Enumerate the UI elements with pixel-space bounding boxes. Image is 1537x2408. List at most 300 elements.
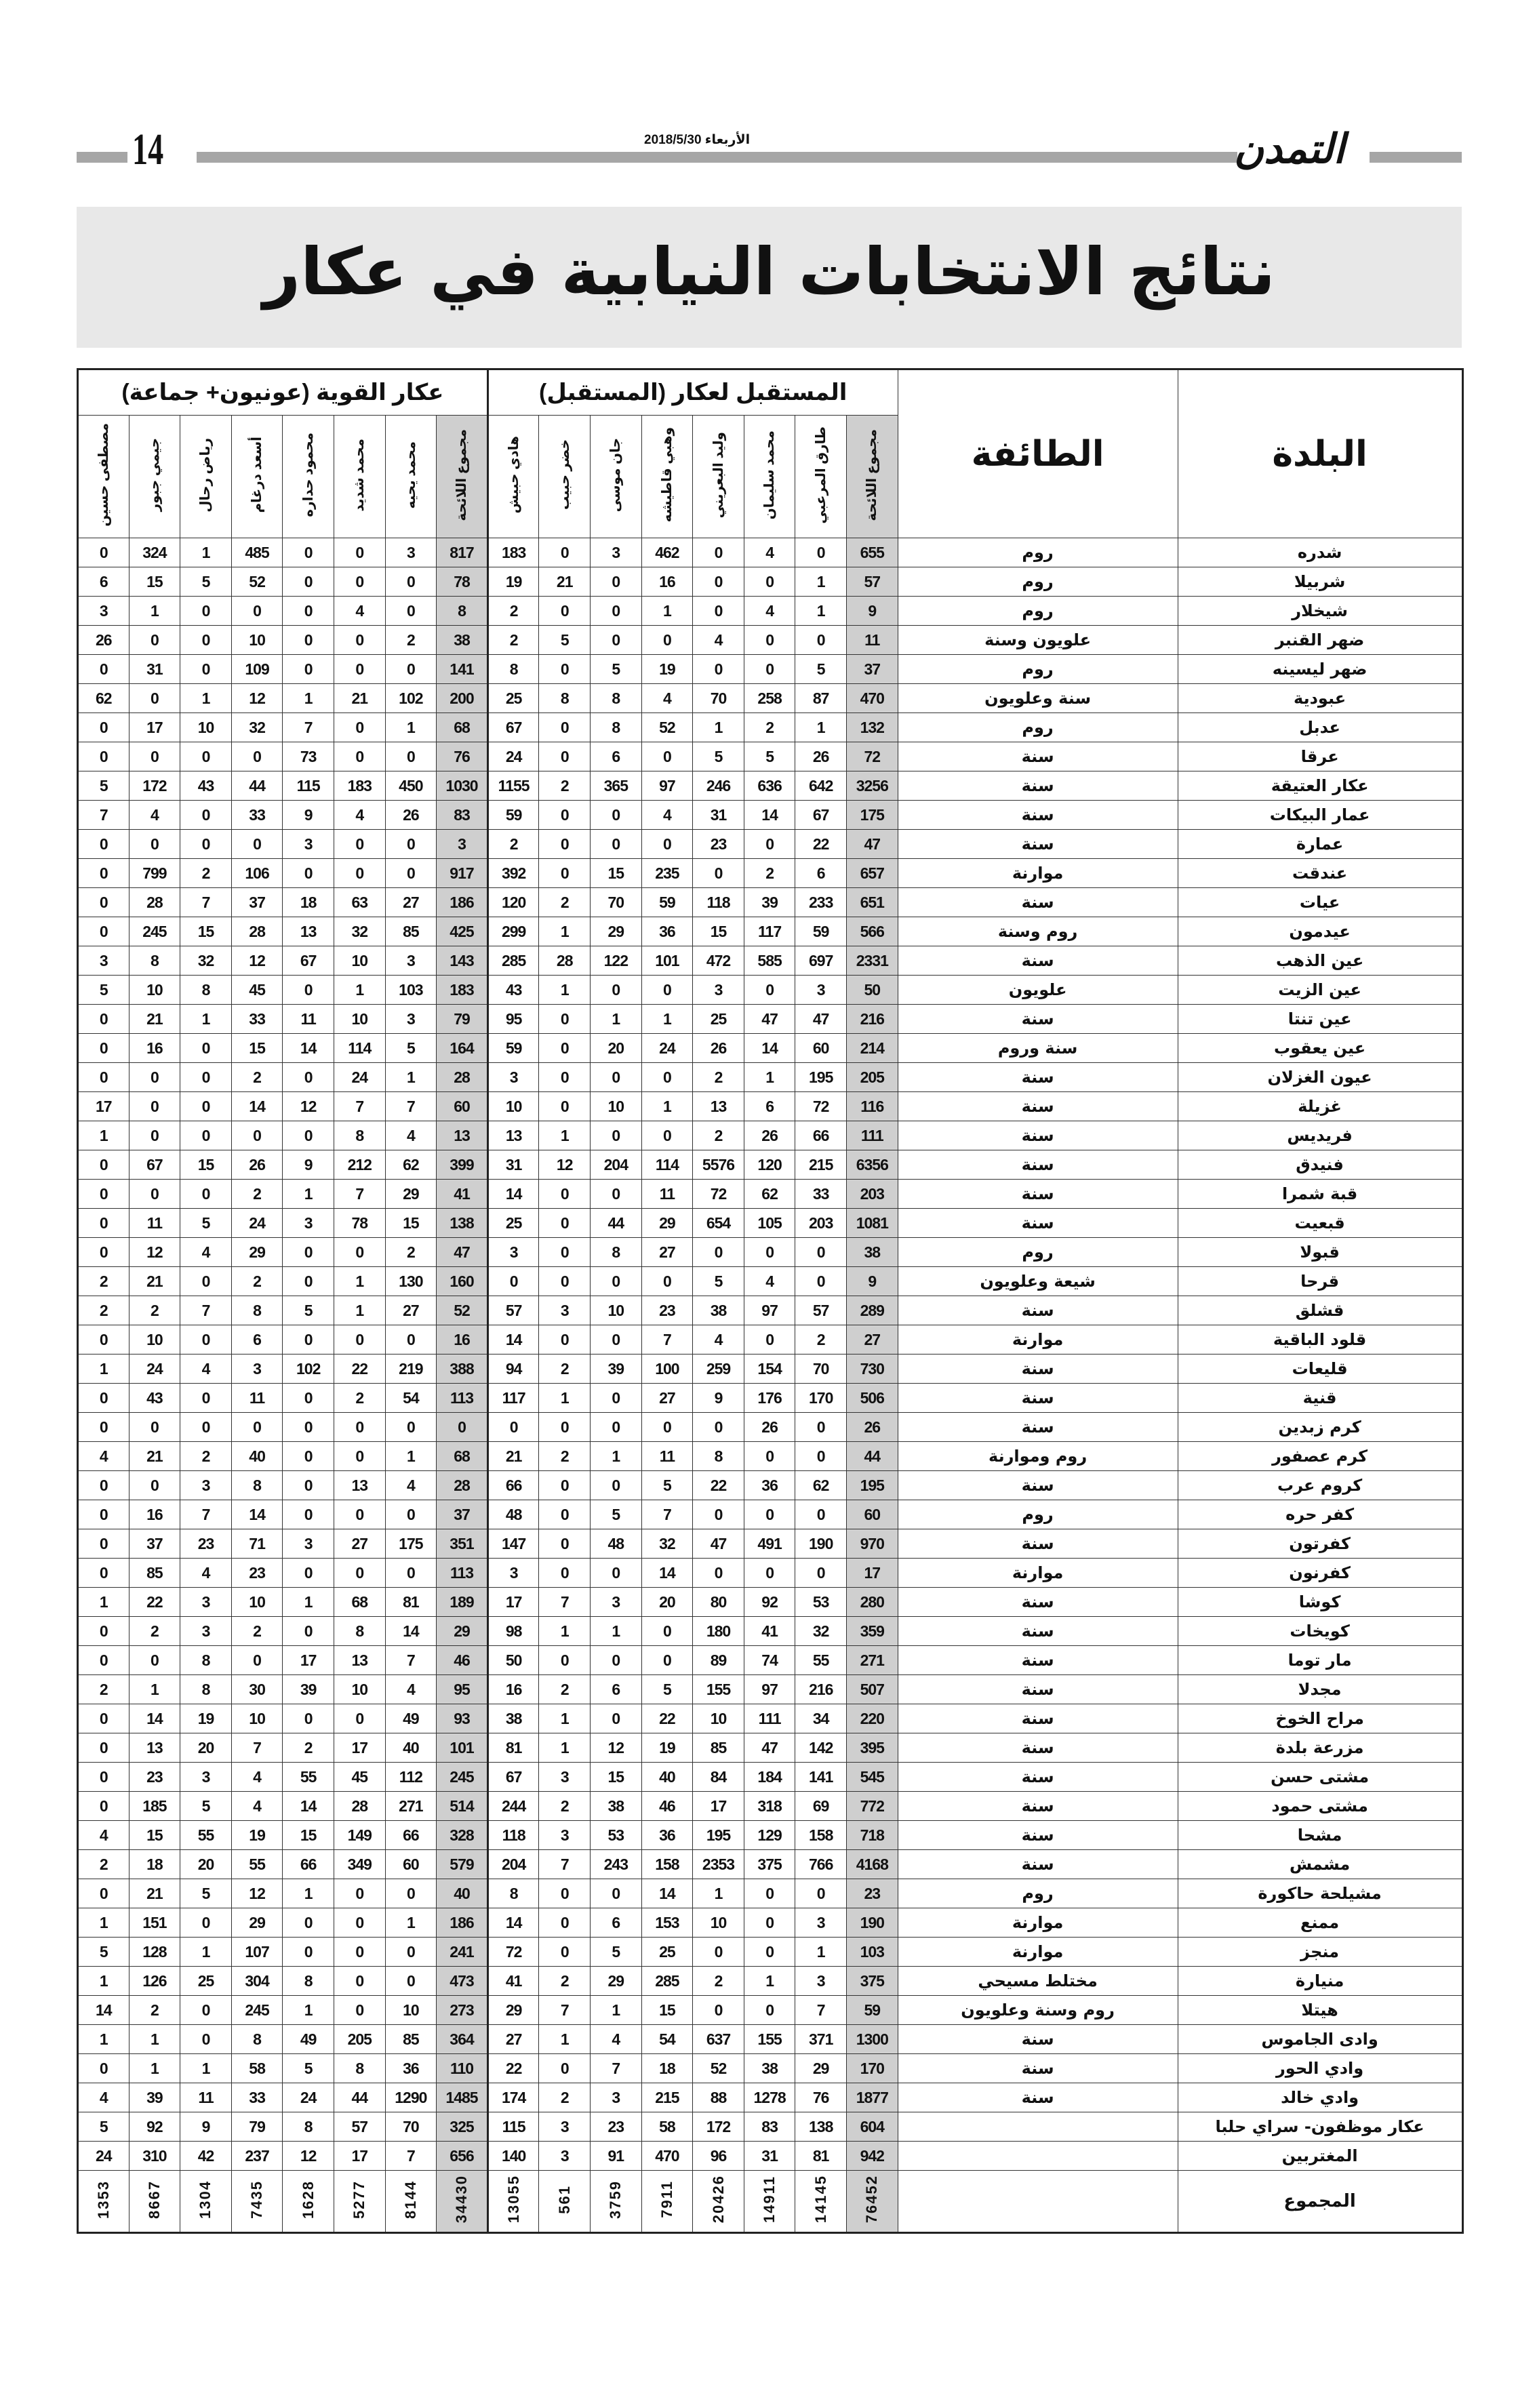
sect-cell: سنة: [898, 1471, 1178, 1500]
qawiya-vote-cell: 245: [129, 917, 180, 946]
headline-banner: [77, 207, 1462, 348]
mustaqbal-vote-cell: 41: [487, 1967, 539, 1996]
mustaqbal-vote-cell: 0: [539, 1500, 591, 1529]
mustaqbal-candidate-header: [487, 416, 539, 538]
qawiya-list-total-cell: 425: [437, 917, 488, 946]
total-value: 1353: [94, 2180, 112, 2219]
qawiya-list-total-cell: 46: [437, 1646, 488, 1675]
mustaqbal-vote-cell: 0: [591, 1325, 642, 1354]
mustaqbal-vote-cell: 2: [539, 1675, 591, 1704]
qawiya-list-total-cell: 3: [437, 830, 488, 859]
qawiya-vote-cell: 5: [78, 976, 129, 1005]
candidate-name: وليد البعريني: [711, 431, 726, 519]
qawiya-vote-cell: 1: [129, 597, 180, 626]
total-value: 8144: [401, 2180, 419, 2219]
mustaqbal-vote-cell: 31: [487, 1150, 539, 1180]
qawiya-vote-cell: 0: [334, 830, 385, 859]
issue-date: الأربعاء 2018/5/30: [644, 133, 751, 147]
mustaqbal-vote-cell: 3: [591, 538, 642, 567]
mustaqbal-vote-cell: 0: [795, 1559, 847, 1588]
qawiya-vote-cell: 1: [180, 2054, 232, 2083]
qawiya-list-total-cell: 41: [437, 1180, 488, 1209]
table-row: [78, 1034, 1463, 1063]
mustaqbal-vote-cell: 3: [795, 976, 847, 1005]
mustaqbal-vote-cell: 19: [641, 1733, 693, 1763]
masthead-rule-right: [1370, 152, 1462, 163]
masthead: [0, 0, 1537, 203]
mustaqbal-vote-cell: 285: [487, 946, 539, 976]
mustaqbal-list-total-cell: 289: [846, 1296, 898, 1325]
mustaqbal-list-total-cell: 116: [846, 1092, 898, 1121]
table-row: [78, 2025, 1463, 2054]
mustaqbal-vote-cell: 14: [641, 1879, 693, 1908]
mustaqbal-candidate-header: [591, 416, 642, 538]
sect-cell: موارنة: [898, 859, 1178, 888]
mustaqbal-vote-cell: 48: [591, 1529, 642, 1559]
mustaqbal-vote-cell: 375: [744, 1850, 795, 1879]
table-row: [78, 771, 1463, 801]
qawiya-vote-cell: 0: [78, 1034, 129, 1063]
qawiya-list-total-cell: 37: [437, 1500, 488, 1529]
mustaqbal-vote-cell: 0: [744, 1500, 795, 1529]
qawiya-vote-cell: 22: [334, 1354, 385, 1384]
mustaqbal-vote-cell: 0: [487, 1267, 539, 1296]
mustaqbal-list-total-cell: 730: [846, 1354, 898, 1384]
sect-cell: سنة: [898, 2054, 1178, 2083]
qawiya-vote-cell: 32: [180, 946, 232, 976]
total-value: 3759: [607, 2180, 624, 2219]
town-cell: عرقا: [1178, 742, 1462, 771]
town-cell: عين يعقوب: [1178, 1034, 1462, 1063]
mustaqbal-vote-cell: 285: [641, 1967, 693, 1996]
qawiya-list-total-cell: 13: [437, 1121, 488, 1150]
qawiya-vote-cell: 0: [180, 626, 232, 655]
qawiya-vote-cell: 0: [180, 830, 232, 859]
qawiya-vote-cell: 0: [231, 830, 283, 859]
mustaqbal-vote-cell: 66: [487, 1471, 539, 1500]
qawiya-vote-cell: 0: [283, 1617, 334, 1646]
qawiya-vote-cell: 0: [180, 742, 232, 771]
total-value: 34430: [452, 2175, 470, 2224]
qawiya-vote-cell: 4: [385, 1121, 437, 1150]
qawiya-vote-cell: 0: [385, 742, 437, 771]
mustaqbal-vote-cell: 122: [591, 946, 642, 976]
mustaqbal-total-cell: [487, 2171, 539, 2233]
qawiya-total-cell: [385, 2171, 437, 2233]
qawiya-vote-cell: 5: [180, 1209, 232, 1238]
qawiya-vote-cell: 0: [78, 1180, 129, 1209]
qawiya-vote-cell: 13: [283, 917, 334, 946]
mustaqbal-vote-cell: 0: [641, 1267, 693, 1296]
mustaqbal-vote-cell: 25: [693, 1005, 744, 1034]
total-value: 1304: [197, 2180, 214, 2219]
column-header-sect: الطائفة: [898, 369, 1178, 538]
qawiya-vote-cell: 7: [385, 1646, 437, 1675]
qawiya-vote-cell: 0: [283, 1559, 334, 1588]
qawiya-list-total-cell: 93: [437, 1704, 488, 1733]
mustaqbal-vote-cell: 84: [693, 1763, 744, 1792]
qawiya-vote-cell: 8: [231, 1471, 283, 1500]
mustaqbal-vote-cell: 27: [641, 1384, 693, 1413]
qawiya-vote-cell: 23: [231, 1559, 283, 1588]
mustaqbal-vote-cell: 142: [795, 1733, 847, 1763]
town-cell: وادي الحور: [1178, 2054, 1462, 2083]
mustaqbal-vote-cell: 1: [591, 1617, 642, 1646]
qawiya-vote-cell: 0: [129, 1413, 180, 1442]
table-row: [78, 1967, 1463, 1996]
mustaqbal-vote-cell: 27: [487, 2025, 539, 2054]
town-cell: كوشا: [1178, 1588, 1462, 1617]
qawiya-vote-cell: 20: [180, 1733, 232, 1763]
mustaqbal-vote-cell: 5: [693, 742, 744, 771]
mustaqbal-vote-cell: 0: [641, 742, 693, 771]
qawiya-vote-cell: 102: [283, 1354, 334, 1384]
qawiya-list-total-cell: 143: [437, 946, 488, 976]
sect-cell: سنة: [898, 1646, 1178, 1675]
mustaqbal-vote-cell: 0: [539, 1325, 591, 1354]
qawiya-vote-cell: 33: [231, 1005, 283, 1034]
qawiya-vote-cell: 12: [231, 1879, 283, 1908]
mustaqbal-vote-cell: 2: [795, 1325, 847, 1354]
sect-cell: سنة: [898, 2083, 1178, 2112]
mustaqbal-vote-cell: 3: [539, 1821, 591, 1850]
qawiya-vote-cell: 175: [385, 1529, 437, 1559]
mustaqbal-vote-cell: 2: [487, 597, 539, 626]
town-cell: قشلق: [1178, 1296, 1462, 1325]
mustaqbal-list-total-cell: 60: [846, 1500, 898, 1529]
mustaqbal-vote-cell: 0: [641, 1617, 693, 1646]
mustaqbal-vote-cell: 1278: [744, 2083, 795, 2112]
mustaqbal-vote-cell: 371: [795, 2025, 847, 2054]
town-cell: عيات: [1178, 888, 1462, 917]
qawiya-list-total-header: [437, 416, 488, 538]
qawiya-vote-cell: 450: [385, 771, 437, 801]
qawiya-vote-cell: 0: [334, 567, 385, 597]
town-cell: كفر حره: [1178, 1500, 1462, 1529]
qawiya-vote-cell: 15: [231, 1034, 283, 1063]
qawiya-vote-cell: 1: [283, 684, 334, 713]
qawiya-vote-cell: 0: [334, 1238, 385, 1267]
qawiya-vote-cell: 219: [385, 1354, 437, 1384]
qawiya-vote-cell: 0: [231, 1646, 283, 1675]
qawiya-vote-cell: 16: [129, 1500, 180, 1529]
mustaqbal-vote-cell: 0: [539, 1646, 591, 1675]
qawiya-vote-cell: 54: [385, 1384, 437, 1413]
town-cell: فنيدق: [1178, 1150, 1462, 1180]
qawiya-vote-cell: 149: [334, 1821, 385, 1850]
mustaqbal-vote-cell: 2: [539, 1442, 591, 1471]
mustaqbal-vote-cell: 16: [487, 1675, 539, 1704]
mustaqbal-list-total-cell: 38: [846, 1238, 898, 1267]
town-cell: غزيلة: [1178, 1092, 1462, 1121]
mustaqbal-vote-cell: 2: [744, 859, 795, 888]
mustaqbal-vote-cell: 0: [539, 1180, 591, 1209]
qawiya-vote-cell: 5: [283, 1296, 334, 1325]
qawiya-vote-cell: 349: [334, 1850, 385, 1879]
mustaqbal-list-total-cell: 214: [846, 1034, 898, 1063]
town-cell: وادي خالد: [1178, 2083, 1462, 2112]
mustaqbal-vote-cell: 0: [744, 1325, 795, 1354]
qawiya-vote-cell: 0: [283, 1238, 334, 1267]
mustaqbal-vote-cell: 0: [591, 1180, 642, 1209]
qawiya-vote-cell: 0: [283, 1471, 334, 1500]
mustaqbal-vote-cell: 155: [693, 1675, 744, 1704]
mustaqbal-vote-cell: 3: [539, 2112, 591, 2142]
mustaqbal-vote-cell: 2: [744, 713, 795, 742]
mustaqbal-list-total-cell: 111: [846, 1121, 898, 1150]
qawiya-total-cell: [334, 2171, 385, 2233]
mustaqbal-vote-cell: 140: [487, 2142, 539, 2171]
qawiya-vote-cell: 271: [385, 1792, 437, 1821]
mustaqbal-list-total-cell: 72: [846, 742, 898, 771]
column-header-town: البلدة: [1178, 369, 1462, 538]
mustaqbal-vote-cell: 29: [795, 2054, 847, 2083]
town-cell: عكار موظفون- سراي حلبا: [1178, 2112, 1462, 2142]
town-cell: كروم عرب: [1178, 1471, 1462, 1500]
mustaqbal-vote-cell: 33: [795, 1180, 847, 1209]
qawiya-vote-cell: 0: [78, 1150, 129, 1180]
total-value: 7435: [248, 2180, 266, 2219]
sect-cell: سنة: [898, 801, 1178, 830]
qawiya-list-total-cell: 76: [437, 742, 488, 771]
table-row: [78, 801, 1463, 830]
qawiya-vote-cell: 0: [78, 1763, 129, 1792]
mustaqbal-vote-cell: 259: [693, 1354, 744, 1384]
qawiya-candidate-header: [385, 416, 437, 538]
mustaqbal-vote-cell: 472: [693, 946, 744, 976]
mustaqbal-vote-cell: 5: [591, 655, 642, 684]
qawiya-vote-cell: 2: [129, 1296, 180, 1325]
table-row: [78, 713, 1463, 742]
candidate-name: محمد يحيه: [403, 441, 418, 509]
sect-cell: سنة: [898, 1733, 1178, 1763]
mustaqbal-vote-cell: 13: [693, 1092, 744, 1121]
mustaqbal-list-total-cell: 57: [846, 567, 898, 597]
mustaqbal-vote-cell: 52: [693, 2054, 744, 2083]
qawiya-vote-cell: 73: [283, 742, 334, 771]
masthead-rule-center: [197, 152, 1237, 163]
sect-cell: روم: [898, 567, 1178, 597]
sect-cell: سنة: [898, 1296, 1178, 1325]
qawiya-vote-cell: 8: [231, 2025, 283, 2054]
table-row: [78, 859, 1463, 888]
mustaqbal-vote-cell: 7: [539, 1588, 591, 1617]
qawiya-vote-cell: 26: [78, 626, 129, 655]
mustaqbal-list-total-cell: 44: [846, 1442, 898, 1471]
mustaqbal-vote-cell: 36: [641, 1821, 693, 1850]
mustaqbal-vote-cell: 0: [539, 1238, 591, 1267]
mustaqbal-vote-cell: 115: [487, 2112, 539, 2142]
qawiya-vote-cell: 8: [231, 1296, 283, 1325]
qawiya-vote-cell: 7: [385, 2142, 437, 2171]
mustaqbal-vote-cell: 299: [487, 917, 539, 946]
qawiya-vote-cell: 23: [180, 1529, 232, 1559]
qawiya-vote-cell: 67: [283, 946, 334, 976]
qawiya-vote-cell: 24: [231, 1209, 283, 1238]
mustaqbal-vote-cell: 25: [487, 684, 539, 713]
qawiya-vote-cell: 3: [78, 597, 129, 626]
qawiya-vote-cell: 39: [283, 1675, 334, 1704]
table-row: [78, 1763, 1463, 1792]
mustaqbal-vote-cell: 215: [795, 1150, 847, 1180]
qawiya-vote-cell: 0: [78, 1704, 129, 1733]
mustaqbal-vote-cell: 14: [487, 1325, 539, 1354]
town-cell: كرم زبدين: [1178, 1413, 1462, 1442]
qawiya-vote-cell: 0: [180, 1063, 232, 1092]
mustaqbal-vote-cell: 7: [539, 1996, 591, 2025]
qawiya-list-total-cell: 1030: [437, 771, 488, 801]
mustaqbal-list-total-cell: 3256: [846, 771, 898, 801]
mustaqbal-vote-cell: 57: [795, 1296, 847, 1325]
qawiya-vote-cell: 2: [78, 1850, 129, 1879]
qawiya-vote-cell: 0: [231, 1121, 283, 1150]
qawiya-vote-cell: 8: [334, 1121, 385, 1150]
mustaqbal-list-total-cell: 11: [846, 626, 898, 655]
town-cell: منيارة: [1178, 1967, 1462, 1996]
mustaqbal-list-total-cell: 103: [846, 1938, 898, 1967]
qawiya-vote-cell: 27: [385, 888, 437, 917]
candidate-name: هادي حبيش: [506, 436, 521, 514]
mustaqbal-vote-cell: 29: [591, 917, 642, 946]
qawiya-vote-cell: 21: [129, 1267, 180, 1296]
mustaqbal-vote-cell: 12: [539, 1150, 591, 1180]
sect-cell: سنة: [898, 1180, 1178, 1209]
qawiya-vote-cell: 245: [231, 1996, 283, 2025]
qawiya-vote-cell: 0: [180, 1034, 232, 1063]
town-cell: قليعات: [1178, 1354, 1462, 1384]
mustaqbal-vote-cell: 13: [487, 1121, 539, 1150]
mustaqbal-vote-cell: 27: [641, 1238, 693, 1267]
qawiya-vote-cell: 0: [78, 1529, 129, 1559]
mustaqbal-vote-cell: 3: [539, 1763, 591, 1792]
town-cell: مار توما: [1178, 1646, 1462, 1675]
sect-cell: سنة: [898, 1821, 1178, 1850]
qawiya-vote-cell: 20: [180, 1850, 232, 1879]
mustaqbal-vote-cell: 0: [591, 830, 642, 859]
qawiya-vote-cell: 31: [129, 655, 180, 684]
mustaqbal-vote-cell: 5: [641, 1471, 693, 1500]
qawiya-vote-cell: 30: [231, 1675, 283, 1704]
mustaqbal-vote-cell: 2: [693, 1063, 744, 1092]
qawiya-vote-cell: 102: [385, 684, 437, 713]
qawiya-vote-cell: 3: [231, 1354, 283, 1384]
mustaqbal-vote-cell: 120: [487, 888, 539, 917]
mustaqbal-list-total-cell: 26: [846, 1413, 898, 1442]
sect-cell: سنة: [898, 1617, 1178, 1646]
qawiya-vote-cell: 23: [129, 1763, 180, 1792]
qawiya-vote-cell: 7: [78, 801, 129, 830]
qawiya-vote-cell: 45: [334, 1763, 385, 1792]
mustaqbal-vote-cell: 69: [795, 1792, 847, 1821]
qawiya-list-total-cell: 388: [437, 1354, 488, 1384]
mustaqbal-vote-cell: 470: [641, 2142, 693, 2171]
mustaqbal-vote-cell: 0: [744, 1559, 795, 1588]
qawiya-vote-cell: 172: [129, 771, 180, 801]
qawiya-vote-cell: 1: [283, 1180, 334, 1209]
mustaqbal-total-cell: [846, 2171, 898, 2233]
table-row: [78, 1996, 1463, 2025]
headline: نتائج الانتخابات النيابية في عكار: [262, 234, 1276, 310]
qawiya-vote-cell: 0: [334, 1967, 385, 1996]
qawiya-vote-cell: 0: [385, 655, 437, 684]
mustaqbal-vote-cell: 1: [539, 1617, 591, 1646]
mustaqbal-vote-cell: 97: [641, 771, 693, 801]
qawiya-vote-cell: 55: [180, 1821, 232, 1850]
sect-cell: روم: [898, 655, 1178, 684]
sect-cell: سنة وعلويون: [898, 684, 1178, 713]
table-row: [78, 567, 1463, 597]
mustaqbal-vote-cell: 0: [744, 1238, 795, 1267]
mustaqbal-vote-cell: 26: [744, 1121, 795, 1150]
qawiya-vote-cell: 0: [78, 1413, 129, 1442]
qawiya-vote-cell: 17: [334, 2142, 385, 2171]
qawiya-list-total-cell: 40: [437, 1879, 488, 1908]
qawiya-vote-cell: 0: [283, 1413, 334, 1442]
mustaqbal-vote-cell: 5: [641, 1675, 693, 1704]
mustaqbal-candidate-header: [539, 416, 591, 538]
qawiya-vote-cell: 85: [385, 2025, 437, 2054]
mustaqbal-list-total-cell: 942: [846, 2142, 898, 2171]
mustaqbal-candidate-header: [641, 416, 693, 538]
mustaqbal-vote-cell: 31: [693, 801, 744, 830]
table-row: [78, 1704, 1463, 1733]
mustaqbal-vote-cell: 0: [744, 1938, 795, 1967]
mustaqbal-list-total-cell: 657: [846, 859, 898, 888]
mustaqbal-vote-cell: 39: [591, 1354, 642, 1384]
qawiya-list-total-cell: 189: [437, 1588, 488, 1617]
qawiya-vote-cell: 0: [334, 1996, 385, 2025]
qawiya-vote-cell: 10: [334, 1675, 385, 1704]
mustaqbal-vote-cell: 0: [744, 976, 795, 1005]
qawiya-vote-cell: 4: [180, 1354, 232, 1384]
qawiya-total-cell: [283, 2171, 334, 2233]
qawiya-vote-cell: 0: [334, 1559, 385, 1588]
town-cell: كفرنون: [1178, 1559, 1462, 1588]
qawiya-vote-cell: 2: [334, 1384, 385, 1413]
mustaqbal-vote-cell: 0: [539, 1092, 591, 1121]
qawiya-vote-cell: 0: [385, 1325, 437, 1354]
mustaqbal-vote-cell: 195: [693, 1821, 744, 1850]
qawiya-vote-cell: 485: [231, 538, 283, 567]
qawiya-list-total-cell: 273: [437, 1996, 488, 2025]
qawiya-vote-cell: 19: [180, 1704, 232, 1733]
qawiya-vote-cell: 324: [129, 538, 180, 567]
qawiya-vote-cell: 12: [283, 1092, 334, 1121]
mustaqbal-vote-cell: 8: [591, 1238, 642, 1267]
qawiya-vote-cell: 13: [334, 1646, 385, 1675]
mustaqbal-vote-cell: 59: [641, 888, 693, 917]
qawiya-vote-cell: 15: [283, 1821, 334, 1850]
town-cell: هيتلا: [1178, 1996, 1462, 2025]
qawiya-vote-cell: 9: [283, 1150, 334, 1180]
qawiya-vote-cell: 42: [180, 2142, 232, 2171]
qawiya-vote-cell: 36: [385, 2054, 437, 2083]
qawiya-vote-cell: 4: [334, 801, 385, 830]
qawiya-vote-cell: 5: [78, 1938, 129, 1967]
qawiya-vote-cell: 106: [231, 859, 283, 888]
qawiya-vote-cell: 1: [385, 1063, 437, 1092]
qawiya-vote-cell: 799: [129, 859, 180, 888]
mustaqbal-list-total-cell: 271: [846, 1646, 898, 1675]
mustaqbal-vote-cell: 0: [744, 626, 795, 655]
qawiya-candidate-header: [180, 416, 232, 538]
qawiya-vote-cell: 0: [129, 1180, 180, 1209]
mustaqbal-vote-cell: 318: [744, 1792, 795, 1821]
qawiya-vote-cell: 0: [334, 1413, 385, 1442]
mustaqbal-vote-cell: 0: [591, 976, 642, 1005]
qawiya-vote-cell: 1: [283, 1996, 334, 2025]
mustaqbal-vote-cell: 8: [591, 713, 642, 742]
